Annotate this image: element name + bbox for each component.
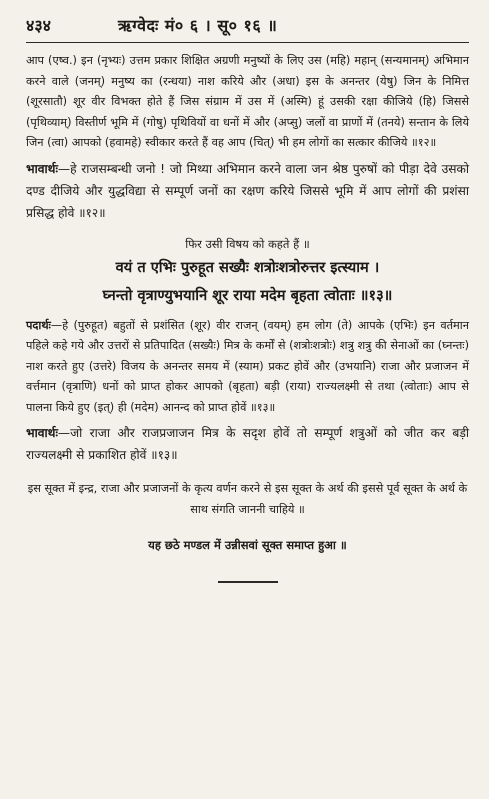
mantra-line-1: वयं त एभिः पुरुहूत सख्यैः शत्रोःशत्रोरुत्तर इत्स्याम । xyxy=(115,258,380,276)
section-intro: फिर उसी विषय को कहते हैं ॥ xyxy=(185,236,310,251)
padartha-label: पदार्थः xyxy=(26,318,51,332)
running-head: ऋग्वेदः मं० ६ । सू० १६ ॥ xyxy=(118,16,278,35)
bhavartha-label: भावार्थः xyxy=(26,161,58,176)
page-number: ४३४ xyxy=(26,16,51,35)
padartha-verse-13 xyxy=(26,316,469,419)
mantra-line-2: घ्नन्तो वृत्राण्युभयानि शूर राया मदेम बृहता त्वोताः ॥१३॥ xyxy=(102,286,393,304)
bhavartha-verse-12 xyxy=(26,158,469,224)
page-header xyxy=(26,14,469,40)
bhavartha-text: —हे राजसम्बन्धी जनो ! जो मिथ्या अभिमान करने वाला जन श्रेष्ठ पुरुषों को पीड़ा देवे उसको दण्ड दीजिये और युद्धविद्या से सम्पूर्ण जनों का रक्षण करिये जिससे भूमि में आप लोगों की प्रशंसा प्रसिद्ध होवे ॥१२॥ xyxy=(26,161,469,220)
mantra-verse-13 xyxy=(26,254,469,310)
header-rule xyxy=(26,42,469,43)
sukta-summary-note: इस सूक्त में इन्द्र, राजा और प्रजाजनों के कृत्य वर्णन करने से इस सूक्त के अर्थ की इससे पूर्व सूक्त के अर्थ के साथ संगति जाननी चाहिये ॥ xyxy=(27,482,468,516)
colophon: यह छठे मण्डल में उन्नीसवां सूक्त समाप्त हुआ ॥ xyxy=(148,538,347,552)
bhavartha-text: —जो राजा और राजप्रजाजन मित्र के सदृश होवें तो सम्पूर्ण शत्रुओं को जीत कर बड़ी राज्यलक्ष्मी से प्रकाशित होवें ॥१३॥ xyxy=(26,426,469,462)
padartha-text: —हे (पुरुहूत) बहुतों से प्रशंसित (शूर) वीर राजन् (वयम्) हम लोग (ते) आपके (एभिः) इन वर्तमान पहिले कहे गये और उत्तरों से प्रतिपादित (सख्यैः) मित्र के कर्मों से (शत्रोःशत्रोः) शत्रु शत्रु की सेनाओं का (घ्नन्तः) नाश करते हुए (उत्तरे) विजय के अनन्तर समय में (स्याम) प्रकट होवें और (उभयानि) राजा और प्रजाजन में वर्त्तमान (वृत्राणि) धनों को प्राप्त होकर आपको (बृहता) बड़ी (राया) राज्यलक्ष्मी से तथा (त्वोताः) आप से पालना किये हुए (इत्) ही (मदेम) आनन्द को प्राप्त होवें ॥१३॥ xyxy=(26,318,469,414)
bhavartha-label: भावार्थः xyxy=(26,426,58,440)
end-rule xyxy=(218,581,278,583)
padartha-verse-12: आप (एष्व.) इन (नृभ्यः) उत्तम प्रकार शिक्षित अग्रणी मनुष्यों के लिए उस (महि) महान् (सन्यमानम्) अभिमान करने वाले (जनम्) मनुष्य का (रन्धया) नाश करिये और (अधा) इस के अनन्तर (येषु) जिन के निमित्त (शूरसातौ) शूर वीर विभक्त होते हैं जिस संग्राम में उस में (अस्मि) हूं उसकी रक्षा कीजिये (हि) जिससे (पृथिव्याम्) विस्तीर्ण भूमि में (गोषु) पृथिवियों वा धनों में और (अप्सु) जलों वा प्राणों में (तनये) सन्तान के लिये जिन (त्वा) आपको (हवामहे) स्वीकार करते हैं वह आप (चित्) भी हम लोगों का सत्कार कीजिये ॥१२॥ xyxy=(26,54,469,149)
bhavartha-verse-13 xyxy=(26,422,469,466)
